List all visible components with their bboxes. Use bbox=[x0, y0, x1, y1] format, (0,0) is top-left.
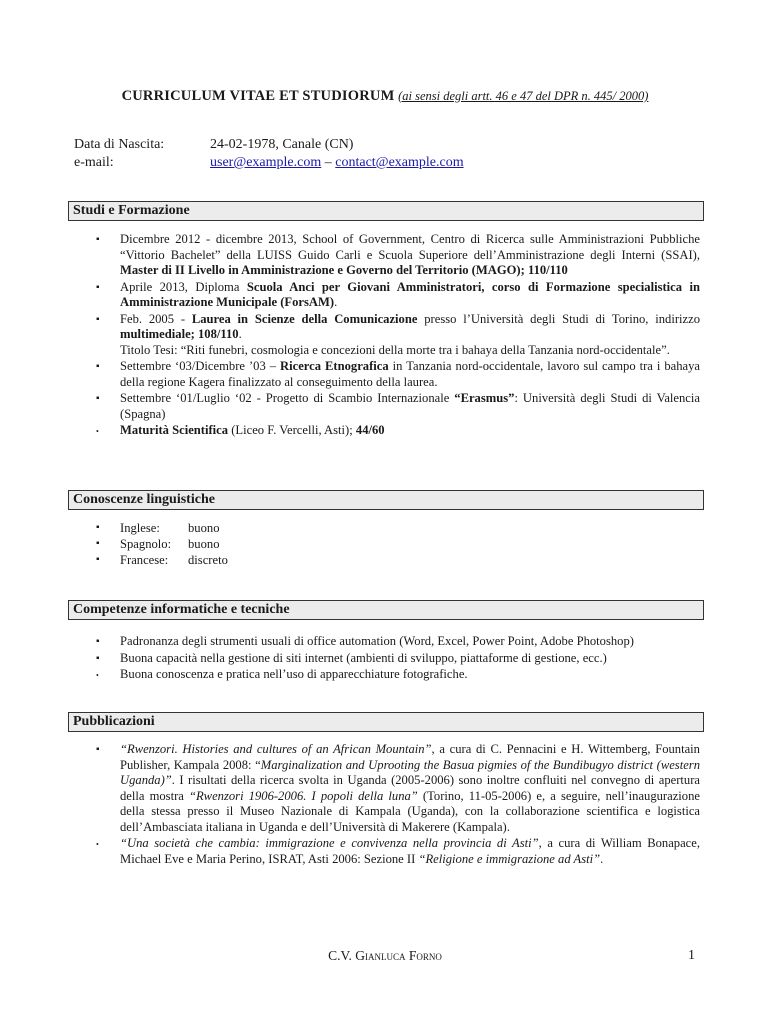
list-item: ▪ Dicembre 2012 - dicembre 2013, School of Government, Centro di Ricerca sulle Amministrazioni Pubbliche “Vittorio Bachelet” della LUISS Guido Carli e Scuola Superiore dell’Amministrazione degli Interni (SSAI), Master di II Livello in Amministrazione e Governo del Territorio (MAGO); 110/110 bbox=[96, 232, 700, 279]
studi-list bbox=[96, 232, 700, 440]
list-item: ▪ Settembre ‘03/Dicembre ’03 – Ricerca Etnografica in Tanzania nord-occidentale, lavoro sul campo tra i bahaya della regione Kagera finalizzato al conseguimento della laurea. bbox=[96, 359, 700, 390]
list-item: • Buona conoscenza e pratica nell’uso di apparecchiature fotografiche. bbox=[96, 667, 700, 683]
section-header-lingue: Conoscenze linguistiche bbox=[68, 490, 704, 510]
page-number: 1 bbox=[688, 948, 695, 963]
email-values bbox=[210, 155, 464, 171]
document-title bbox=[0, 88, 770, 105]
list-item: ▪ Buona capacità nella gestione di siti internet (ambienti di sviluppo, piattaforme di gestione, ecc.) bbox=[96, 651, 700, 667]
email-link-office[interactable]: contact@example.com bbox=[335, 155, 464, 170]
birth-value: 24-02-1978, Canale (CN) bbox=[210, 137, 354, 152]
email-separator: – bbox=[324, 155, 332, 170]
list-item: ▪ “Rwenzori. Histories and cultures of an African Mountain”, a cura di C. Pennacini e H. Wittemberg, Fountain Publisher, Kampala 2008: “Marginalization and Uprooting the Basua pigmies of the Bundibugyo district (western Uganda)”. I risultati della ricerca svolta in Uganda (2005-2006) sono inoltre confluiti nel convegno di apertura della mostra “Rwenzori 1906-2006. I popoli della luna” (Torino, 11-05-2006) e, a seguire, nell’inaugurazione della stessa presso il Museo Nazionale di Kampala (Uganda), con la collaborazione scientifica e logistica dell’Ambasciata italiana in Uganda e dell’Università di Makerere (Kampala). bbox=[96, 742, 700, 835]
list-item: ▪ Padronanza degli strumenti usuali di office automation (Word, Excel, Power Point, Adobe Photoshop) bbox=[96, 634, 700, 650]
section-header-studi: Studi e Formazione bbox=[68, 201, 704, 221]
section-header-pubblicazioni: Pubblicazioni bbox=[68, 712, 704, 732]
informatica-list bbox=[96, 634, 700, 684]
email-label: e-mail: bbox=[74, 155, 114, 170]
page-footer: C.V. Gianluca Forno bbox=[328, 948, 442, 963]
birth-label: Data di Nascita: bbox=[74, 137, 165, 152]
section-header-informatica: Competenze informatiche e tecniche bbox=[68, 600, 704, 620]
list-item: ▪ Aprile 2013, Diploma Scuola Anci per Giovani Amministratori, corso di Formazione specialistica in Amministrazione Municipale (ForsAM). bbox=[96, 280, 700, 311]
list-item: ▪ Settembre ‘01/Luglio ‘02 - Progetto di Scambio Internazionale “Erasmus”: Università degli Studi di Valencia (Spagna) bbox=[96, 391, 700, 422]
title-main: CURRICULUM VITAE ET STUDIORUM bbox=[121, 88, 395, 104]
title-subtitle: (ai sensi degli artt. 46 e 47 del DPR n. 445/ 2000) bbox=[398, 89, 649, 103]
email-link-personal[interactable]: user@example.com bbox=[210, 155, 322, 170]
cv-page: CURRICULUM VITAE ET STUDIORUM (ai sensi degli artt. 46 e 47 del DPR n. 445/ 2000) Data di Nascita: 24-02-1978, Canale (CN) e-mail: user@example.com – contact@example.com Studi e Formazione ▪ Dicembre 2012 - dicembre 2013, School of Government, Centro di Ricerca sulle Amministrazioni Pubbliche “Vittorio Bachelet” della LUISS Guido Carli e Scuola Superiore dell’Amministrazione degli Interni (SSAI), Master di II Livello in Amministrazione e Governo del Territorio (MAGO); 110/110 ▪ Aprile 2013, Diploma Scuola Anci per Giovani Amministratori, corso di Formazione specialistica in Amministrazione Municipale (ForsAM). ▪ Feb. 2005 - Laurea in Scienze della Comunicazione presso l’Università degli Studi di Torino, indirizzo multimediale; 108/110. Titolo Tesi: “Riti funebri, cosmologia e concezioni della morte tra i bahaya della Tanzania nord-occidentale”. ▪ Settembre ‘03/Dicembre ’03 – Ricerca Etnografica in Tanzania nord-occidentale, lavoro sul campo tra i bahaya della regione Kagera finalizzato al conseguimento della laurea. ▪ Settembre ‘01/Luglio ‘02 - Progetto di Scambio Internazionale “Erasmus”: Università degli Studi di Valencia (Spagna) • Maturità Scientifica (Liceo F. Vercelli, Asti); 44/60 Conoscenze linguistiche Inglese: buono Spagnolo: buono Francese: discreto Competenze informatiche e tecniche ▪ Padronanza degli strumenti usuali di office automation (Word, Excel, Power Point, Adobe Photoshop) ▪ Buona capacità nella gestione di siti internet (ambienti di sviluppo, piattaforme di gestione, ecc.) • Buona conoscenza e pratica nell’uso di apparecchiature fotografiche. Pubblicazioni ▪ “Rwenzori. Histories and cultures of an African Mountain”, a cura di C. Pennacini e H. Wittemberg, Fountain Publisher, Kampala 2008: “Marginalization and Uprooting the Basua pigmies of the Bundibugyo district (western Uganda)”. I risultati della ricerca svolta in Uganda (2005-2006) sono inoltre confluiti nel convegno di apertura della mostra “Rwenzori 1906-2006. I popoli della luna” (Torino, 11-05-2006) e, a seguire, nell’inaugurazione della stessa presso il Museo Nazionale di Kampala (Uganda), con la collaborazione scientifica e logistica dell’Ambasciata italiana in Uganda e dell’Università di Makerere (Kampala). • “Una società che cambia: immigrazione e convivenza nella provincia di Asti”, a cura di William Bonapace, Michael Eve e Maria Perino, ISRAT, Asti 2006: Sezione II “Religione e immigrazione ad Asti”. C.V. Gianluca Forno 1 bbox=[0, 0, 770, 1024]
pubblicazioni-list bbox=[96, 742, 700, 868]
list-item: • Maturità Scientifica (Liceo F. Vercelli, Asti); 44/60 bbox=[96, 423, 700, 439]
list-item: • “Una società che cambia: immigrazione e convivenza nella provincia di Asti”, a cura di William Bonapace, Michael Eve e Maria Perino, ISRAT, Asti 2006: Sezione II “Religione e immigrazione ad Asti”. bbox=[96, 836, 700, 867]
list-item: ▪ Feb. 2005 - Laurea in Scienze della Comunicazione presso l’Università degli Studi di Torino, indirizzo multimediale; 108/110. Titolo Tesi: “Riti funebri, cosmologia e concezioni della morte tra i bahaya della Tanzania nord-occidentale”. bbox=[96, 312, 700, 359]
